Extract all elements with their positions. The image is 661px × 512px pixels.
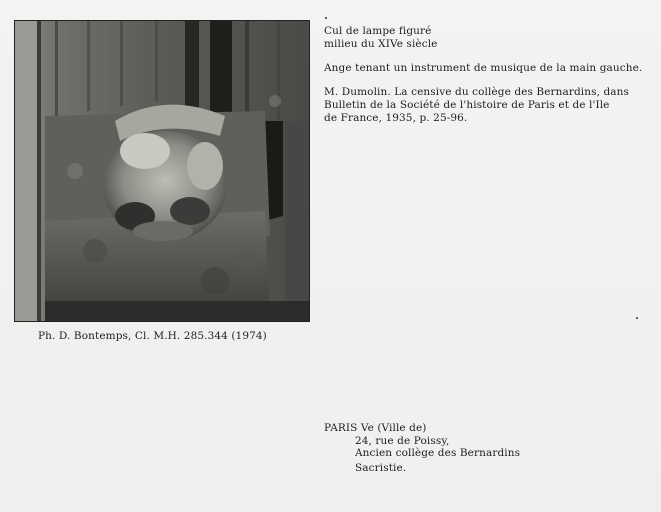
record-reference-line2: Bulletin de la Société de l'histoire de Paris et de l'Ile <box>324 99 610 111</box>
mark-dot-right <box>636 317 638 319</box>
location-building: Ancien collège des Bernardins <box>355 447 521 459</box>
location-room: Sacristie. <box>355 462 407 474</box>
record-title-line1: Cul de lampe figuré <box>324 25 432 37</box>
photo-credit: Ph. D. Bontemps, Cl. M.H. 285.344 (1974) <box>38 330 267 342</box>
record-reference-line3: de France, 1935, p. 25-96. <box>324 112 468 124</box>
record-title-line2: milieu du XIVe siècle <box>324 38 438 50</box>
record-description: Ange tenant un instrument de musique de la main gauche. <box>324 62 643 74</box>
location-city: PARIS Ve (Ville de) <box>324 422 427 434</box>
mark-dot-top <box>325 17 327 19</box>
record-reference-line1: M. Dumolin. La censive du collège des Bernardins, dans <box>324 86 630 98</box>
corbel-photograph <box>14 20 310 322</box>
location-street: 24, rue de Poissy, <box>355 435 450 447</box>
